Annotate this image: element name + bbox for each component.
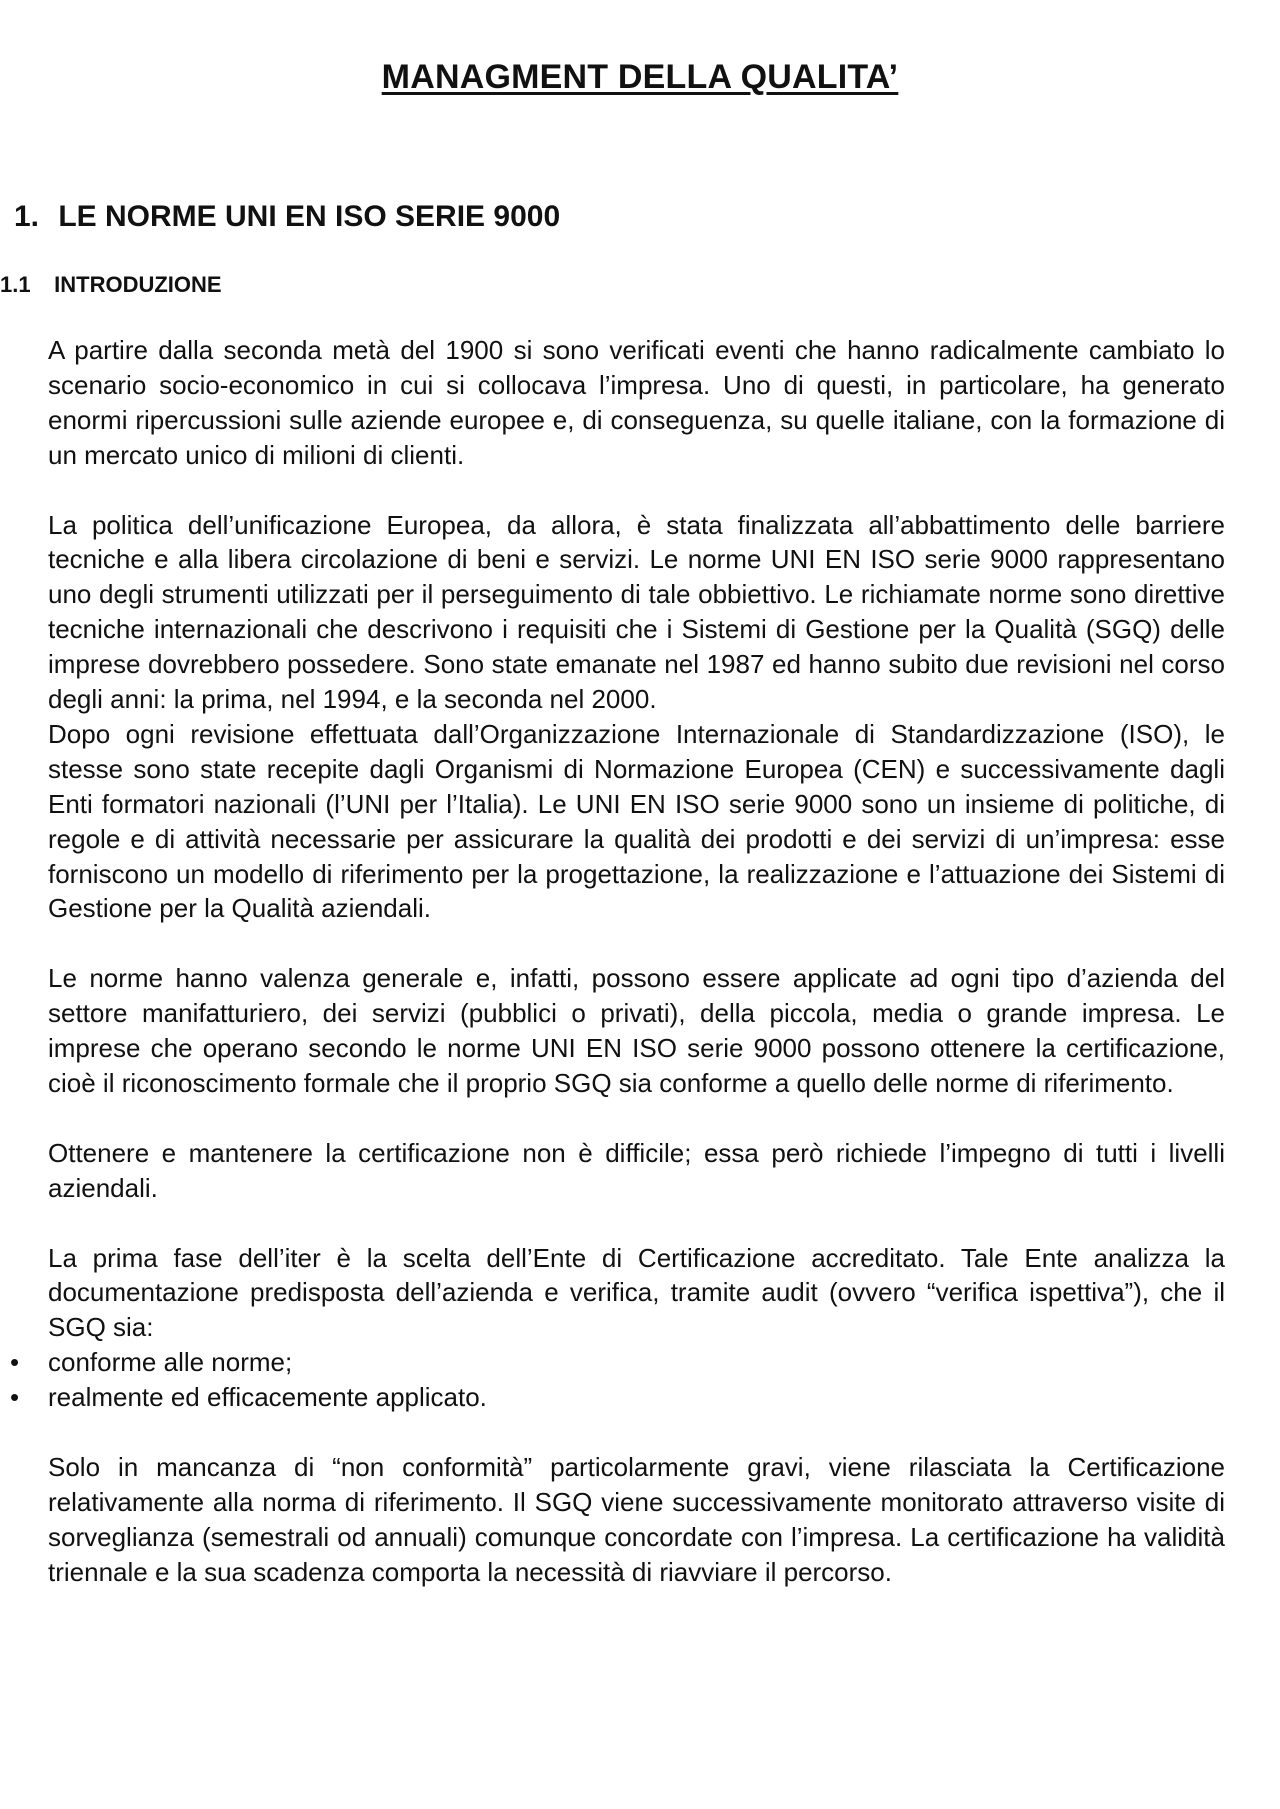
section-heading [14, 200, 560, 234]
subsection-number: 1.1 [0, 272, 31, 297]
document-title: MANAGMENT DELLA QUALITA’ [381, 58, 899, 96]
requirements-list [10, 1345, 1225, 1415]
list-item-text: realmente ed efficacemente applicato. [48, 1382, 487, 1413]
bullet-icon: • [10, 1382, 20, 1413]
list-item [10, 1345, 1225, 1380]
list-item-text: conforme alle norme; [48, 1347, 293, 1378]
section-title: LE NORME UNI EN ISO SERIE 9000 [58, 200, 561, 233]
document-body [10, 333, 1225, 1590]
paragraph-iso-revisions: Dopo ogni revisione effettuata dall’Organizzazione Internazionale di Standardizzazione (ISO), le stesse sono state recepite dagli Organismi di Normazione Europea (CEN) e successivamente dagli Enti formatori nazionali (l’UNI per l’Italia). Le UNI EN ISO serie 9000 sono un insieme di politiche, di regole e di attività necessarie per assicurare la qualità dei prodotti e dei servizi di un’impresa: esse forniscono un modello di riferimento per la progettazione, la realizzazione e l’attuazione dei Sistemi di Gestione per la Qualità aziendali. [48, 718, 1225, 924]
paragraph-certification-effort: Ottenere e mantenere la certificazione non è difficile; essa però richiede l’impegno di tutti i livelli aziendali. [48, 1137, 1225, 1203]
paragraph-general-validity: Le norme hanno valenza generale e, infatti, possono essere applicate ad ogni tipo d’azienda del settore manifatturiero, dei servizi (pubblici o privati), della piccola, media o grande impresa. Le imprese che operano secondo le norme UNI EN ISO serie 9000 possono ottenere la certificazione, cioè il riconoscimento formale che il proprio SGQ sia conforme a quello delle norme di riferimento. [48, 963, 1225, 1098]
section-number: 1. [14, 200, 40, 233]
list-item [10, 1380, 1225, 1415]
paragraph-closing: Solo in mancanza di “non conformità” particolarmente gravi, viene rilasciata la Certificazione relativamente alla norma di riferimento. Il SGQ viene successivamente monitorato attraverso visite di sorveglianza (semestrali od annuali) comunque concordate con l’impresa. La certificazione ha validità triennale e la sua scadenza comporta la necessità di riavviare il percorso. [48, 1451, 1225, 1587]
subsection-title: INTRODUZIONE [54, 272, 222, 297]
paragraph-certification-process: La prima fase dell’iter è la scelta dell’Ente di Certificazione accreditato. Tale Ente analizza la documentazione predisposta dell’azienda e verifica, tramite audit (ovvero “verifica ispettiva”), che il SGQ sia: [48, 1242, 1225, 1343]
paragraph-intro: A partire dalla seconda metà del 1900 si sono verificati eventi che hanno radicalmente cambiato lo scenario socio-economico in cui si collocava l’impresa. Uno di questi, in particolare, ha generato enormi ripercussioni sulle aziende europee e, di conseguenza, su quelle italiane, con la formazione di un mercato unico di milioni di clienti. [48, 335, 1225, 470]
subsection-heading [0, 272, 222, 298]
bullet-icon: • [10, 1347, 20, 1378]
paragraph-eu-policy: La politica dell’unificazione Europea, da allora, è stata finalizzata all’abbattimento delle barriere tecniche e alla libera circolazione di beni e servizi. Le norme UNI EN ISO serie 9000 rappresentano uno degli strumenti utilizzati per il perseguimento di tale obbiettivo. Le richiamate norme sono direttive tecniche internazionali che descrivono i requisiti che i Sistemi di Gestione per la Qualità (SGQ) delle imprese dovrebbero possedere. Sono state emanate nel 1987 ed hanno subito due revisioni nel corso degli anni: la prima, nel 1994, e la seconda nel 2000. [48, 509, 1225, 715]
